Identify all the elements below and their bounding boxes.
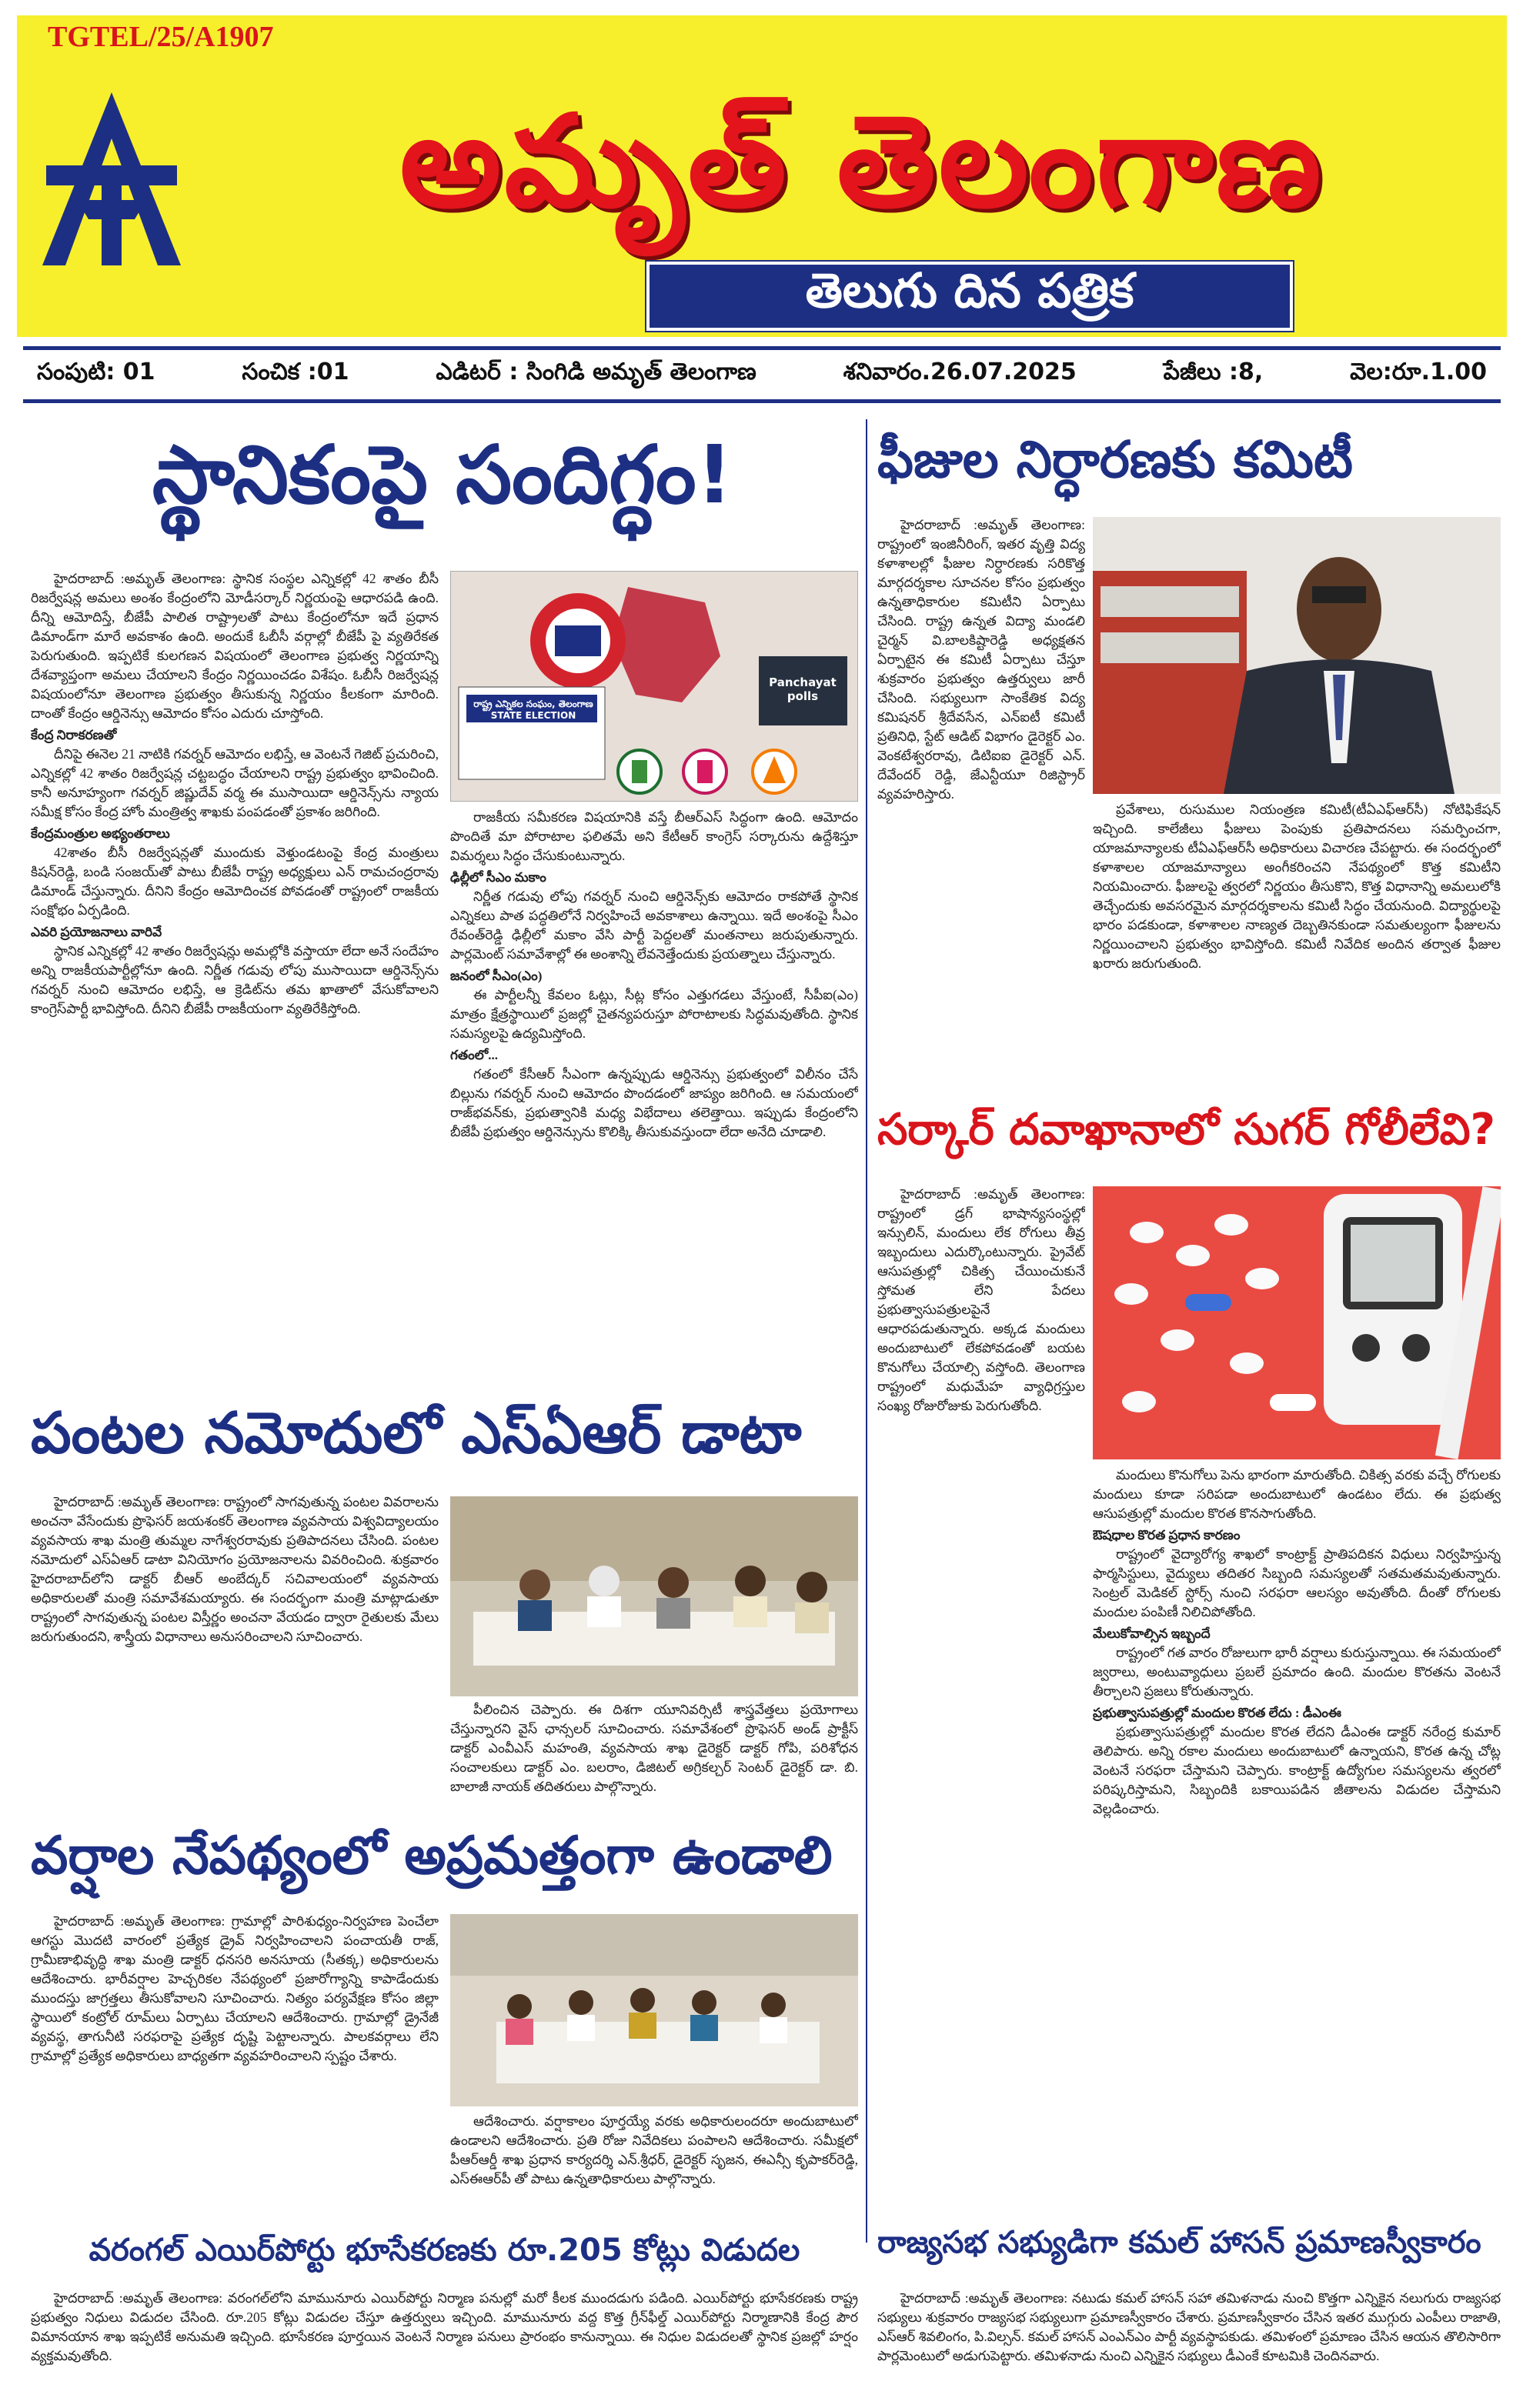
photo-glucose-meter	[1093, 1186, 1501, 1459]
subheading: జనంలో సీఎం(ఎం)	[450, 969, 543, 983]
newspaper-title: అమృత్ తెలంగాణ	[399, 87, 1324, 235]
article-sugar-col2	[1093, 1466, 1501, 1869]
photo-sar-meeting	[450, 1496, 858, 1696]
paragraph: పీలించిన చెప్పారు. ఈ దిశగా యూనివర్సిటీ శాస్త్రవేత్తలు ప్రయోగాలు చేస్తున్నారని వైస్ ఛాన్సలర్ సూచించారు. సమావేశంలో ప్రొఫెసర్ అండ్ ప్రాక్టీస్ డాక్టర్ ఎంవీఎస్ మహంతి, వ్యవసాయ శాఖ డైరెక్టర్ డాక్టర్ గోపి, పరిశోధన సంచాలకులు డాక్టర్ ఎం. బలరాం, డిజిటల్ అగ్రికల్చర్ సెంటర్ డైరెక్టర్ డా. బి. బాలాజీ నాయక్ తదితరులు పాల్గొన్నారు.	[450, 1702, 858, 1794]
paragraph: హైదరాబాద్ :అమృత్ తెలంగాణ: వరంగల్‌లోని మామునూరు ఎయిర్‌పోర్టు నిర్మాణ పనుల్లో మరో కీలక ముందడుగు పడింది. ఎయిర్‌పోర్టు భూసేకరణకు రాష్ట్ర ప్రభుత్వం నిధులు విడుదల చేసింది. రూ.205 కోట్లు విడుదల చేస్తూ ఉత్తర్వులు ఇచ్చింది. మామునూరు వద్ద కొత్త గ్రీన్‌ఫీల్డ్ ఎయిర్‌పోర్టు నిర్మాణానికి కేంద్ర పౌర విమానయాన శాఖ ఇప్పటికే అనుమతి ఇచ్చింది. భూసేకరణ పూర్తయిన వెంటనే నిర్మాణ పనులు ప్రారంభం కానున్నాయి. ఈ నిధుల విడుదలతో స్థానిక ప్రజల్లో హర్షం వ్యక్తమవుతోంది.	[31, 2290, 858, 2363]
subheading: ఎవరి ప్రయోజనాలు వారివే	[31, 925, 162, 939]
volume: సంపుటి: 01	[37, 359, 155, 385]
subheading: గతంలో...	[450, 1048, 498, 1062]
price: వెల:రూ.1.00	[1350, 359, 1487, 385]
paragraph: రాష్ట్రంలో వైద్యారోగ్య శాఖలో కాంట్రాక్ట్ ప్రాతిపదికన విధులు నిర్వహిస్తున్న ఫార్మసిస్టులు, వైద్యులు తదితర సిబ్బంది సమస్యలతో సతమతమవుతున్నారు. సెంట్రల్ మెడికల్ స్టోర్స్ నుంచి సరఫరా ఆలస్యం అవుతోంది. దీంతో రోగులకు మందుల పంపిణీ నిలిచిపోతోంది.	[1093, 1546, 1501, 1619]
paragraph: ఈ పార్టీలన్నీ కేవలం ఓట్లు, సీట్ల కోసం ఎత్తుగడలు వేస్తుంటే, సీపీఐ(ఎం) మాత్రం క్షేత్రస్థాయిలో ప్రజల్లో చైతన్యపరుస్తూ పోరాటాలకు సిద్ధమవుతోంది. స్థానిక సమస్యలపై ఉద్యమిస్తోంది.	[450, 987, 858, 1041]
date: శనివారం.26.07.2025	[843, 359, 1077, 385]
poll-label: Panchayat polls	[769, 675, 837, 703]
paragraph: నిర్ణీత గడువు లోపు గవర్నర్ నుంచి ఆర్డినెన్స్‌కు ఆమోదం రాకపోతే స్థానిక ఎన్నికలు పాత పద్ధతిలోనే నిర్వహించే అవకాశాలు ఉన్నాయి. ఇదే అంశంపై సీఎం రేవంత్‌రెడ్డి ఢిల్లీలో మకాం వేసి పార్టీ పెద్దలతో మంతనాలు జరుపుతున్నారు. పార్లమెంట్ సమావేశాల్లో ఈ అంశాన్ని లేవనెత్తేందుకు ప్రయత్నాలు చేస్తున్నారు.	[450, 889, 858, 962]
article-fees-col2	[1093, 800, 1501, 1081]
headline-warangal: వరంగల్ ఎయిర్‌పోర్టు భూసేకరణకు రూ.205 కోట్లు విడుదల	[89, 2233, 800, 2268]
headline-sar: పంటల నమోదులో ఎస్ఏఆర్ డాటా	[31, 1400, 802, 1466]
article-kamal	[877, 2289, 1501, 2385]
subheading: ఔషధాల కొరత ప్రధాన కారణం	[1093, 1528, 1241, 1543]
headline-local: స్థానికంపై సందిగ్ధం!	[152, 428, 733, 522]
sign-text: STATE ELECTION COMMISSION, TELANGANA	[490, 710, 576, 744]
subheading: కేంద్ర నిరాకరణతో	[31, 728, 117, 742]
paragraph: రాష్ట్రంలో గత వారం రోజులుగా భారీ వర్షాలు కురుస్తున్నాయి. ఈ సమయంలో జ్వరాలు, అంటువ్యాధులు ప్రబలే ప్రమాదం ఉంది. మందుల కొరతను వెంటనే తీర్చాలని ప్రజలు కోరుతున్నారు.	[1093, 1645, 1501, 1699]
article-rains-col2	[450, 2112, 858, 2216]
article-local-col2	[450, 808, 858, 1392]
headline-sugar: సర్కార్ దవాఖానాలో సుగర్ గోలీలేవి?	[877, 1104, 1495, 1155]
paragraph: హైదరాబాద్ :అమృత్ తెలంగాణ: రాష్ట్రంలో సాగవుతున్న పంటల వివరాలను అంచనా వేసేందుకు ప్రొఫెసర్ జయశంకర్ తెలంగాణ వ్యవసాయ విశ్వవిద్యాలయం వ్యవసాయ శాఖ మంత్రి తుమ్మల నాగేశ్వరరావుకు ప్రతిపాదనలు చేసింది. పంటల నమోదులో ఎస్ఏఆర్ డాటా వినియోగం ప్రయోజనాలను వివరించింది. శుక్రవారం హైదరాబాద్‌లోని డాక్టర్ బీఆర్ అంబేద్కర్ సచివాలయంలో వ్యవసాయ అధికారులతో మంత్రి సమావేశమయ్యారు. ఈ సందర్భంగా మంత్రి మాట్లాడుతూ రాష్ట్రంలో సాగవుతున్న పంటల విస్తీర్ణం అంచనా వేయడం ద్వారా రైతులకు మేలు జరుగుతుందని, శాస్త్రీయ విధానాలు అనుసరించాలని సూచించారు.	[31, 1494, 439, 1644]
paragraph: హైదరాబాద్ :అమృత్ తెలంగాణ: రాష్ట్రంలో డ్రగ్ భాషాన్యసంస్థల్లో ఇన్సులిన్, మందులు లేక రోగులు తీవ్ర ఇబ్బందులు ఎదుర్కొంటున్నారు. ప్రైవేట్ ఆసుపత్రుల్లో చికిత్స చేయించుకునే స్తోమత లేని పేదలు ప్రభుత్వాసుపత్రులపైనే ఆధారపడుతున్నారు. అక్కడ మందులు అందుబాటులో లేకపోవడంతో బయట కొనుగోలు చేయాల్సి వస్తోంది. తెలంగాణ రాష్ట్రంలో మధుమేహ వ్యాధిగ్రస్తుల సంఖ్య రోజురోజుకు పెరుగుతోంది.	[877, 1186, 1085, 1413]
paragraph: స్థానిక ఎన్నికల్లో 42 శాతం రిజర్వేషన్లు అమల్లోకి వస్తాయా లేదా అనే సందేహం అన్ని రాజకీయపార్టీల్లోనూ ఉంది. నిర్ణీత గడువు లోపు ముసాయిదా ఆర్డినెన్స్‌ను గవర్నర్ నుంచి ఆమోదం లభిస్తే, ఆ క్రెడిట్‌ను తమ ఖాతాలో వేసుకోవాలని కాంగ్రెస్‌పార్టీ భావిస్తోంది. దీనిని బీజేపీ రాజకీయంగా వ్యతిరేకిస్తోంది.	[31, 943, 439, 1016]
paragraph: గతంలో కేసీఆర్ సీఎంగా ఉన్నప్పుడు ఆర్డినెన్సు ప్రభుత్వంలో విలీనం చేసే బిల్లును గవర్నర్ నుంచి ఆమోదం పొందడంలో జాప్యం జరిగింది. ఆ సమయంలో రాజ్‌భవన్‌కు, ప్రభుత్వానికి మధ్య విభేదాలు తలెత్తాయి. ఇప్పుడు కేంద్రంలోని బీజేపీ ప్రభుత్వం ఆర్డినెన్సును కొలిక్కి తీసుకువస్తుందా లేదా అనేది చూడాలి.	[450, 1066, 858, 1139]
subheading: మేలుకోవాల్సిన ఇబ్బందే	[1093, 1626, 1211, 1641]
paragraph: దీనిపై ఈనెల 21 నాటికి గవర్నర్ ఆమోదం లభిస్తే, ఆ వెంటనే గెజిట్ ప్రచురించి, ఎన్నికల్లో 42 శాతం రిజర్వేషన్ల చట్టబద్ధం చేయాలని రాష్ట్ర ప్రభుత్వం భావించింది. కానీ అనూహ్యంగా గవర్నర్ జిష్ణుదేవ్ వర్మ ఈ ముసాయిదా ఆర్డినెన్స్‌ను న్యాయ సమీక్ష కోసం కేంద్ర హోం మంత్రిత్వ శాఖకు పంపడంతో ప్రకాశం జరిగింది.	[31, 746, 439, 819]
headline-rains: వర్షాల నేపథ్యంలో అప్రమత్తంగా ఉండాలి	[31, 1825, 833, 1886]
article-rains-col1	[31, 1912, 439, 2216]
photo-election-collage	[450, 571, 858, 802]
article-local-col1	[31, 569, 439, 1392]
photo-rains-meeting	[450, 1914, 858, 2106]
registration-number: TGTEL/25/A1907	[48, 21, 274, 53]
headline-fees: ఫీజుల నిర్ధారణకు కమిటీ	[877, 429, 1353, 489]
paragraph: మందులు కొనుగోలు పెను భారంగా మారుతోంది. చికిత్స వరకు వచ్చే రోగులకు మందులు కూడా సరిపడా అందుబాటులో ఉండటం లేదు. ఈ ప్రభుత్వ ఆసుపత్రుల్లో మందుల కొరత కొనసాగుతోంది.	[1093, 1467, 1501, 1521]
headline-kamal: రాజ్యసభ సభ్యుడిగా కమల్ హాసన్ ప్రమాణస్వీకారం	[877, 2225, 1481, 2260]
pages: పేజీలు :8,	[1163, 359, 1264, 385]
editor: ఎడిటర్ : సింగిడి అమృత్ తెలంగాణ	[436, 359, 756, 385]
sign-text: రాష్ట్ర ఎన్నికల సంఘం, తెలంగాణ	[473, 699, 593, 709]
newspaper-subtitle: తెలుగు దిన పత్రిక	[646, 262, 1293, 331]
column-divider	[866, 419, 867, 2243]
paragraph: హైదరాబాద్ :అమృత్ తెలంగాణ: రాష్ట్రంలో ఇంజినీరింగ్, ఇతర వృత్తి విద్య కళాశాలల్లో ఫీజుల నిర్ధారణకు సరికొత్త మార్గదర్శకాల సూచనల కోసం ప్రభుత్వం ఉన్నతాధికారుల కమిటీని ఏర్పాటు చేసింది. రాష్ట్ర ఉన్నత విద్యా మండలి చైర్మన్ వి.బాలకిష్టారెడ్డి అధ్యక్షతన ఏర్పాటైన ఈ కమిటీ ఏర్పాటు చేస్తూ శుక్రవారం ప్రభుత్వం ఉత్తర్వులు జారీ చేసింది. సభ్యులుగా సాంకేతిక విద్య కమిషనర్ శ్రీదేవసేన, ఎన్‌ఐటీ కమిటీ ప్రతినిధి, స్టేట్ ఆడిట్ విభాగం డైరెక్టర్ ఎం. వెంకటేశ్వరరావు, డిటిఐఐ డైరెక్టర్ ఎన్. దేవేందర్ రెడ్డి, జేఎన్టీయూ రిజిస్ట్రార్ వ్యవహరిస్తారు.	[877, 517, 1085, 802]
article-sugar-col1	[877, 1185, 1085, 1869]
subheading: ఢిల్లీలో సీఎం మకాం	[450, 870, 546, 885]
subheading: కేంద్రమంత్రుల అభ్యంతరాలు	[31, 826, 170, 841]
subheading: ప్రభుత్వాసుపత్రుల్లో మందుల కొరత లేదు : డీఎంఈ	[1093, 1706, 1341, 1720]
photo-fees-official	[1093, 517, 1501, 794]
paragraph: ఆదేశించారు. వర్షాకాలం పూర్తయ్యే వరకు అధికారులందరూ అందుబాటులో ఉండాలని ఆదేశించారు. ప్రతి రోజు నివేదికలు పంపాలని ఆదేశించారు. సమీక్షలో పీఆర్ఆర్డీ శాఖ ప్రధాన కార్యదర్శి ఎన్.శ్రీధర్, డైరెక్టర్ సృజన, ఈఎన్సీ కృపాకర్‌రెడ్డి, ఎస్ఈఆర్‌పీ తో పాటు ఉన్నతాధికారులు పాల్గొన్నారు.	[450, 2113, 858, 2186]
newspaper-logo	[31, 85, 192, 269]
paragraph: హైదరాబాద్ :అమృత్ తెలంగాణ: స్థానిక సంస్థల ఎన్నికల్లో 42 శాతం బీసీ రిజర్వేషన్ల అమలు అంశం కేంద్రంలోని మోడీసర్కార్ నిర్ణయంపై ఆధారపడి ఉంది. దీన్ని ఆమోదిస్తే, బీజేపీ పాలిత రాష్ట్రాలతో పాటు కేంద్రంలోనూ ఇదే ప్రధాన డిమాండ్‌గా మారే అవకాశం ఉంది. అందుకే ఓబీసీ వర్గాల్లో బీజేపీ పై వ్యతిరేకత పెరుగుతుంది. ఇప్పటికే కులగణన విషయంలో తెలంగాణ ప్రభుత్వ నిర్ణయాన్ని దేశవ్యాప్తంగా అమలు చేయాలని కేంద్రం నిర్ణయించడం విశేషం. ఓబీసీ రిజర్వేషన్ల విషయంలోనూ తెలంగాణ ప్రభుత్వం తీసుకున్న నిర్ణయం కీలకంగా మారింది. దాంతో కేంద్రం ఆర్డినెన్సు ఆమోదం కోసం ఎదురు చూస్తోంది.	[31, 571, 439, 721]
paragraph: ప్రభుత్వాసుపత్రుల్లో మందుల కొరత లేదని డీఎంఈ డాక్టర్ నరేంద్ర కుమార్ తెలిపారు. అన్ని రకాల మందులు అందుబాటులో ఉన్నాయని, కొరత ఉన్న చోట్ల వెంటనే సరఫరా చేస్తామని చెప్పారు. కాంట్రాక్ట్ ఉద్యోగుల సమస్యలను త్వరలో పరిష్కరిస్తామని, సిబ్బందికి బకాయిపడిన జీతాలను విడుదల చేస్తామని వెల్లడించారు.	[1093, 1724, 1501, 1816]
paragraph: ప్రవేశాలు, రుసుముల నియంత్రణ కమిటీ(టీఏఎఫ్ఆర్‌సీ) నోటిఫికేషన్ ఇచ్చింది. కాలేజీలు ఫీజులు పెంపుకు ప్రతిపాదనలు సమర్పించగా, యాజమాన్యాలకు టీఏఎఫ్ఆర్‌సీ అధికారులు విచారణ చేపట్టారు. ఈ సందర్భంలో కళాశాలల యాజమాన్యాలు అంగీకరించని నేపథ్యంలో కొత్త కమిటీని నియమించారు. ఫీజులపై త్వరలో నిర్ణయం తీసుకొని, కొత్త విధానాన్ని అమలులోకి తెచ్చేందుకు అవసరమైన మార్గదర్శకాలను కమిటీ సిద్ధం చేయనుంది. విద్యార్థులపై భారం పడకుండా, కళాశాలల నాణ్యత దెబ్బతినకుండా సమతుల్యంగా ఫీజులను నిర్ణయించాలని ప్రభుత్వం భావిస్తోంది. కమిటీ నివేదిక అందిన తర్వాత ఫీజుల ఖరారు జరుగుతుంది.	[1093, 802, 1501, 971]
paragraph: హైదరాబాద్ :అమృత్ తెలంగాణ: నటుడు కమల్ హాసన్ సహా తమిళనాడు నుంచి కొత్తగా ఎన్నికైన నలుగురు రాజ్యసభ సభ్యులు శుక్రవారం రాజ్యసభ సభ్యులుగా ప్రమాణస్వీకారం చేశారు. ప్రమాణస్వీకారం చేసిన ఇతర ముగ్గురు ఎంపీలు రాజాతి, ఎస్‌ఆర్ శివలింగం, పి.విల్సన్. కమల్ హాసన్ ఎంఎన్ఎం పార్టీ వ్యవస్థాపకుడు. తమిళంలో ప్రమాణం చేసిన ఆయన తొలిసారిగా పార్లమెంటులో అడుగుపెట్టారు. తమిళనాడు నుంచి ఎన్నికైన సభ్యులు డీఎంకే కూటమికి చెందినవారు.	[877, 2290, 1501, 2363]
article-sar-col2	[450, 1700, 858, 1816]
paragraph: హైదరాబాద్ :అమృత్ తెలంగాణ: గ్రామాల్లో పారిశుధ్యం-నిర్వహణ పెంచేలా ఆగస్టు మొదటి వారంలో ప్రత్యేక డ్రైవ్ నిర్వహించాలని పంచాయతీ రాజ్, గ్రామీణాభివృద్ధి శాఖ మంత్రి డాక్టర్ ధనసరి అనసూయ (సీతక్క) అధికారులను ఆదేశించారు. భారీవర్షాల హెచ్చరికల నేపథ్యంలో ప్రజారోగ్యాన్ని కాపాడేందుకు ముందస్తు జాగ్రత్తలు తీసుకోవాలని సూచించారు. నిత్యం పర్యవేక్షణ కోసం జిల్లా స్థాయిలో కంట్రోల్ రూమ్‌లు ఏర్పాటు చేయాలని ఆదేశించారు. గ్రామాల్లో డ్రైనేజీ వ్యవస్థ, తాగునీటి సరఫరాపై ప్రత్యేక దృష్టి పెట్టాలన్నారు. పాలకవర్గాలు లేని గ్రామాల్లో ప్రత్యేక అధికారులు బాధ్యతగా వ్యవహరించాలని స్పష్టం చేశారు.	[31, 1913, 439, 2063]
article-warangal	[31, 2289, 858, 2385]
paragraph: రాజకీయ సమీకరణ విషయానికి వస్తే బీఆర్‌ఎస్ సిద్ధంగా ఉంది. ఆమోదం పొందితే మా పోరాటాల ఫలితమే అని కేటీఆర్ కాంగ్రెస్ సర్కారును ఉద్దేశిస్తూ విమర్శలు సిద్ధం చేసుకుంటున్నారు.	[450, 809, 858, 863]
paragraph: 42శాతం బీసీ రిజర్వేషన్లతో ముందుకు వెళ్తుండటంపై కేంద్ర మంత్రులు కిషన్‌రెడ్డి, బండి సంజయ్‌తో పాటు బీజేపీ రాష్ట్ర అధ్యక్షులు ఎన్ రామచంద్రరావు డిమాండ్ చేస్తున్నారు. దీనిని కేంద్రం ఆమోదించక పోవడంతో రాష్ట్రంలో రాజకీయ సంక్షోభం ఏర్పడింది.	[31, 845, 439, 918]
issue: సంచిక :01	[242, 359, 349, 385]
article-sar-col1	[31, 1492, 439, 1816]
article-fees-col1	[877, 515, 1085, 1081]
info-bar	[23, 346, 1501, 403]
